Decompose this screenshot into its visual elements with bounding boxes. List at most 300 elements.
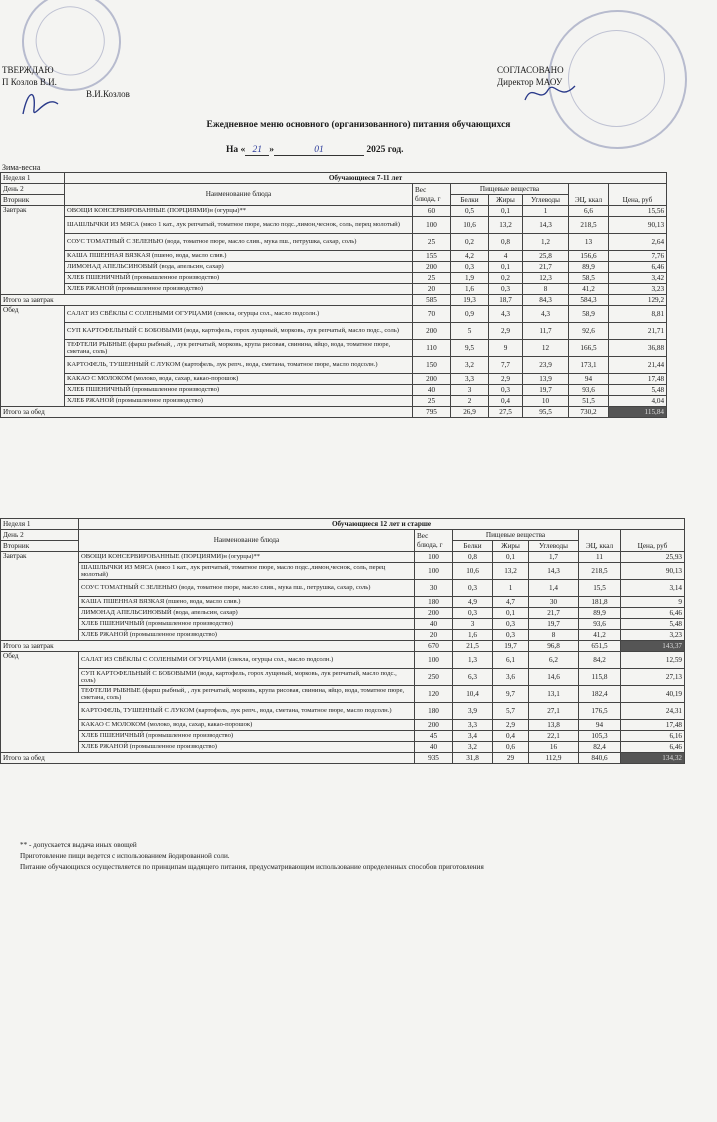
weight-value: 40 (415, 619, 453, 630)
menu-item-row (1, 608, 685, 619)
dish-name: ХЛЕБ РЖАНОЙ (промышленное производство) (79, 742, 415, 753)
menu-item-row (1, 273, 667, 284)
fats-value: 0,1 (489, 262, 523, 273)
menu-item-row (1, 357, 667, 374)
menu-item-row (1, 703, 685, 720)
proteins-value: 1,9 (451, 273, 489, 284)
menu-item-row (1, 251, 667, 262)
total-weight: 935 (415, 753, 453, 764)
fats-value: 0,2 (489, 273, 523, 284)
agreement-role: Директор МАОУ (497, 77, 563, 87)
age-group-title: Обучающиеся 12 лет и старше (79, 519, 685, 530)
energy-value: 94 (579, 720, 621, 731)
energy-value: 41,2 (579, 630, 621, 641)
total-weight: 670 (415, 641, 453, 652)
fats-value: 2,9 (489, 323, 523, 340)
price-value: 27,13 (621, 669, 685, 686)
dish-name: ХЛЕБ ПШЕНИЧНЫЙ (промышленное производство) (65, 385, 413, 396)
menu-item-row (1, 580, 685, 597)
menu-table-12-plus (0, 518, 685, 764)
dish-name: КАКАО С МОЛОКОМ (молоко, вода, сахар, какао-порошок) (79, 720, 415, 731)
weight-value: 180 (415, 703, 453, 720)
weight-value: 200 (415, 720, 453, 731)
weight-value: 200 (413, 262, 451, 273)
energy-value: 182,4 (579, 686, 621, 703)
price-value: 21,71 (609, 323, 667, 340)
carbs-value: 14,3 (523, 217, 569, 234)
dish-name: ШАШЛЫЧКИ ИЗ МЯСА (мясо 1 кат., лук репчатый, томатное пюре, масло подс.,лимон,чеснок, соль, перец молотый) (79, 563, 415, 580)
carbs-value: 13,9 (523, 374, 569, 385)
price-value: 12,59 (621, 652, 685, 669)
price-value: 3,23 (621, 630, 685, 641)
energy-value: 94 (569, 374, 609, 385)
approval-title: ТВЕРЖДАЮ (2, 65, 54, 75)
approval-name: П Козлов В.И. (2, 77, 57, 87)
energy-value: 89,9 (569, 262, 609, 273)
carbs-value: 13,1 (529, 686, 579, 703)
approval-block (2, 64, 57, 88)
fats-value: 2,9 (489, 374, 523, 385)
energy-value: 176,5 (579, 703, 621, 720)
dish-name: ЛИМОНАД АПЕЛЬСИНОВЫЙ (вода, апельсин, сахар) (65, 262, 413, 273)
energy-value: 41,2 (569, 284, 609, 295)
energy-value: 58,5 (569, 273, 609, 284)
note-gentle-diet: Питание обучающихся осуществляется по принципам щадящего питания, предусматривающим использование определенных способов приготовления (20, 863, 484, 871)
dish-name: ХЛЕБ РЖАНОЙ (промышленное производство) (65, 396, 413, 407)
menu-item-row (1, 742, 685, 753)
weight-value: 110 (413, 340, 451, 357)
fats-value: 3,6 (493, 669, 529, 686)
meal-name: Обед (1, 652, 79, 753)
energy-value: 105,3 (579, 731, 621, 742)
price-value: 8,81 (609, 306, 667, 323)
fats-value: 9 (489, 340, 523, 357)
weight-value: 200 (413, 323, 451, 340)
weight-value: 40 (413, 385, 451, 396)
price-value: 3,23 (609, 284, 667, 295)
price-header: Цена, руб (621, 530, 685, 552)
fats-value: 0,1 (493, 552, 529, 563)
weight-value: 120 (415, 686, 453, 703)
carbs-value: 12 (523, 340, 569, 357)
total-weight: 585 (413, 295, 451, 306)
fats-header: Жиры (489, 195, 523, 206)
dish-name: ТЕФТЕЛИ РЫБНЫЕ (фарш рыбный, , лук репчатый, морковь, крупа рисовая, свинина, яйцо, вода, томатное пюре, сметана, соль) (65, 340, 413, 357)
proteins-header: Белки (451, 195, 489, 206)
fats-value: 0,3 (489, 284, 523, 295)
carbs-value: 8 (529, 630, 579, 641)
carbs-value: 21,7 (523, 262, 569, 273)
weekday-label: Вторник (1, 195, 65, 206)
fats-value: 0,1 (493, 608, 529, 619)
carbs-value: 1,4 (529, 580, 579, 597)
meal-total-label: Итого за обед (1, 407, 413, 418)
price-value: 2,64 (609, 234, 667, 251)
meal-total-row (1, 641, 685, 652)
carbs-value: 23,9 (523, 357, 569, 374)
note-vegetables: ** - допускается выдача иных овощей (20, 841, 137, 849)
weight-value: 25 (413, 273, 451, 284)
price-value: 17,48 (609, 374, 667, 385)
total-proteins: 19,3 (451, 295, 489, 306)
total-fats: 19,7 (493, 641, 529, 652)
menu-item-row (1, 340, 667, 357)
menu-item-row (1, 234, 667, 251)
weight-value: 200 (415, 608, 453, 619)
document-title: Ежедневное меню основного (организованного) питания обучающихся (206, 120, 511, 130)
menu-item-row (1, 552, 685, 563)
proteins-value: 0,3 (451, 262, 489, 273)
carbs-header: Углеводы (529, 541, 579, 552)
proteins-value: 0,2 (451, 234, 489, 251)
energy-value: 218,5 (579, 563, 621, 580)
energy-value: 181,8 (579, 597, 621, 608)
price-value: 6,46 (609, 262, 667, 273)
menu-item-row (1, 597, 685, 608)
energy-value: 93,6 (579, 619, 621, 630)
price-header: Цена, руб (609, 184, 667, 206)
proteins-value: 4,2 (451, 251, 489, 262)
price-value: 3,42 (609, 273, 667, 284)
total-carbs: 112,9 (529, 753, 579, 764)
fats-value: 0,1 (489, 206, 523, 217)
fats-value: 0,3 (489, 385, 523, 396)
price-value: 6,46 (621, 608, 685, 619)
date-month: 01 (274, 145, 364, 156)
meal-total-row (1, 753, 685, 764)
proteins-value: 0,9 (451, 306, 489, 323)
carbs-value: 30 (529, 597, 579, 608)
proteins-value: 3,2 (453, 742, 493, 753)
date-day: 21 (245, 145, 269, 156)
agreement-block (497, 64, 564, 88)
dish-name-header: Наименование блюда (79, 530, 415, 552)
carbs-value: 1,2 (523, 234, 569, 251)
weight-value: 30 (415, 580, 453, 597)
fats-value: 0,6 (493, 742, 529, 753)
proteins-value: 1,3 (453, 652, 493, 669)
proteins-value: 0,8 (453, 552, 493, 563)
weight-value: 25 (413, 396, 451, 407)
fats-value: 1 (493, 580, 529, 597)
weight-header: Вес блюда, г (415, 530, 453, 552)
price-value: 6,16 (621, 731, 685, 742)
price-value: 90,13 (621, 563, 685, 580)
proteins-value: 3 (451, 385, 489, 396)
energy-value: 51,5 (569, 396, 609, 407)
signature-left (18, 84, 68, 124)
energy-value: 6,6 (569, 206, 609, 217)
dish-name: ОВОЩИ КОНСЕРВИРОВАННЫЕ (ПОРЦИЯМИ)н (огурцы)** (65, 206, 413, 217)
proteins-value: 10,4 (453, 686, 493, 703)
fats-value: 9,7 (493, 686, 529, 703)
season-label: Зима-весна (2, 163, 41, 172)
price-value: 15,56 (609, 206, 667, 217)
price-value: 5,48 (621, 619, 685, 630)
day-label: День 2 (1, 184, 65, 195)
carbs-value: 12,3 (523, 273, 569, 284)
carbs-value: 13,8 (529, 720, 579, 731)
meal-name: Обед (1, 306, 65, 407)
price-value: 17,48 (621, 720, 685, 731)
fats-value: 0,8 (489, 234, 523, 251)
fats-value: 0,3 (493, 619, 529, 630)
date-year: 2025 год. (366, 145, 404, 155)
carbs-value: 21,7 (529, 608, 579, 619)
price-value: 3,14 (621, 580, 685, 597)
table-header-row (1, 184, 667, 195)
energy-value: 82,4 (579, 742, 621, 753)
carbs-value: 11,7 (523, 323, 569, 340)
energy-value: 11 (579, 552, 621, 563)
week-label: Неделя 1 (1, 519, 79, 530)
total-carbs: 96,8 (529, 641, 579, 652)
menu-item-row (1, 731, 685, 742)
meal-name: Завтрак (1, 206, 65, 295)
weight-header: Вес блюда, г (413, 184, 451, 206)
energy-value: 58,9 (569, 306, 609, 323)
weight-value: 25 (413, 234, 451, 251)
proteins-value: 2 (451, 396, 489, 407)
weight-value: 45 (415, 731, 453, 742)
energy-value: 166,5 (569, 340, 609, 357)
energy-header: ЭЦ, ккал (569, 184, 609, 206)
weight-value: 20 (415, 630, 453, 641)
meal-total-row (1, 407, 667, 418)
total-fats: 29 (493, 753, 529, 764)
fats-value: 5,7 (493, 703, 529, 720)
dish-name: ХЛЕБ ПШЕНИЧНЫЙ (промышленное производство) (79, 619, 415, 630)
proteins-value: 9,5 (451, 340, 489, 357)
total-energy: 730,2 (569, 407, 609, 418)
total-carbs: 95,5 (523, 407, 569, 418)
menu-item-row (1, 619, 685, 630)
energy-value: 218,5 (569, 217, 609, 234)
dish-name: ХЛЕБ ПШЕНИЧНЫЙ (промышленное производство) (79, 731, 415, 742)
energy-value: 89,9 (579, 608, 621, 619)
weight-value: 100 (415, 563, 453, 580)
fats-value: 13,2 (489, 217, 523, 234)
dish-name: КАРТОФЕЛЬ, ТУШЕННЫЙ С ЛУКОМ (картофель, лук репч., вода, сметана, томатное пюре, масло подсолн.) (65, 357, 413, 374)
dish-name: СУП КАРТОФЕЛЬНЫЙ С БОБОВЫМИ (вода, картофель, горох лущеный, морковь, лук репчатый, масло подс., соль) (65, 323, 413, 340)
menu-item-row (1, 630, 685, 641)
carbs-value: 10 (523, 396, 569, 407)
menu-item-row (1, 652, 685, 669)
carbs-value: 1,7 (529, 552, 579, 563)
weight-value: 40 (415, 742, 453, 753)
menu-item-row (1, 284, 667, 295)
total-proteins: 31,8 (453, 753, 493, 764)
menu-item-row (1, 385, 667, 396)
dish-name: КАРТОФЕЛЬ, ТУШЕННЫЙ С ЛУКОМ (картофель, лук репч., вода, сметана, томатное пюре, масло подсолн.) (79, 703, 415, 720)
nutrients-header: Пищевые вещества (453, 530, 579, 541)
weight-value: 100 (415, 552, 453, 563)
proteins-value: 0,5 (451, 206, 489, 217)
table-header-row (1, 530, 685, 541)
total-price: 134,32 (621, 753, 685, 764)
menu-item-row (1, 396, 667, 407)
price-value: 36,88 (609, 340, 667, 357)
total-energy: 840,6 (579, 753, 621, 764)
carbs-value: 22,1 (529, 731, 579, 742)
proteins-value: 3,4 (453, 731, 493, 742)
table-header-row (1, 519, 685, 530)
energy-value: 156,6 (569, 251, 609, 262)
proteins-header: Белки (453, 541, 493, 552)
week-label: Неделя 1 (1, 173, 65, 184)
proteins-value: 10,6 (453, 563, 493, 580)
price-value: 21,44 (609, 357, 667, 374)
price-value: 6,46 (621, 742, 685, 753)
energy-value: 92,6 (569, 323, 609, 340)
dish-name: ЛИМОНАД АПЕЛЬСИНОВЫЙ (вода, апельсин, сахар) (79, 608, 415, 619)
energy-value: 84,2 (579, 652, 621, 669)
weight-value: 100 (413, 217, 451, 234)
menu-item-row (1, 563, 685, 580)
proteins-value: 4,9 (453, 597, 493, 608)
dish-name: ХЛЕБ ПШЕНИЧНЫЙ (промышленное производство) (65, 273, 413, 284)
carbs-value: 8 (523, 284, 569, 295)
energy-value: 115,8 (579, 669, 621, 686)
carbs-value: 14,3 (529, 563, 579, 580)
fats-value: 0,4 (493, 731, 529, 742)
price-value: 9 (621, 597, 685, 608)
notes (20, 840, 484, 873)
price-value: 25,93 (621, 552, 685, 563)
total-fats: 18,7 (489, 295, 523, 306)
proteins-value: 1,6 (453, 630, 493, 641)
note-iodized-salt: Приготовление пищи ведется с использованием йодированной соли. (20, 852, 230, 860)
energy-value: 93,6 (569, 385, 609, 396)
fats-value: 7,7 (489, 357, 523, 374)
dish-name: СОУС ТОМАТНЫЙ С ЗЕЛЕНЬЮ (вода, томатное пюре, масло слив., мука пш., петрушка, сахар, соль) (65, 234, 413, 251)
menu-item-row (1, 374, 667, 385)
proteins-value: 3 (453, 619, 493, 630)
fats-value: 13,2 (493, 563, 529, 580)
total-carbs: 84,3 (523, 295, 569, 306)
proteins-value: 3,2 (451, 357, 489, 374)
age-group-title: Обучающиеся 7-11 лет (65, 173, 667, 184)
approval-signature-name: В.И.Козлов (86, 89, 130, 99)
total-energy: 651,5 (579, 641, 621, 652)
table-header-row (1, 173, 667, 184)
price-value: 40,19 (621, 686, 685, 703)
fats-value: 6,1 (493, 652, 529, 669)
meal-total-label: Итого за обед (1, 753, 415, 764)
price-value: 7,76 (609, 251, 667, 262)
carbs-value: 27,1 (529, 703, 579, 720)
carbs-value: 19,7 (529, 619, 579, 630)
weight-value: 180 (415, 597, 453, 608)
dish-name: СОУС ТОМАТНЫЙ С ЗЕЛЕНЬЮ (вода, томатное пюре, масло слив., мука пш., петрушка, сахар, соль) (79, 580, 415, 597)
dish-name: СУП КАРТОФЕЛЬНЫЙ С БОБОВЫМИ (вода, картофель, горох лущеный, морковь, лук репчатый, масло подс., соль) (79, 669, 415, 686)
carbs-value: 19,7 (523, 385, 569, 396)
menu-item-row (1, 217, 667, 234)
weekday-label: Вторник (1, 541, 79, 552)
total-fats: 27,5 (489, 407, 523, 418)
carbs-value: 6,2 (529, 652, 579, 669)
agreement-title: СОГЛАСОВАНО (497, 65, 564, 75)
dish-name: КАША ПШЕННАЯ ВЯЗКАЯ (пшено, вода, масло слив.) (65, 251, 413, 262)
dish-name: ШАШЛЫЧКИ ИЗ МЯСА (мясо 1 кат., лук репчатый, томатное пюре, масло подс.,лимон,чеснок, соль, перец молотый) (65, 217, 413, 234)
energy-value: 173,1 (569, 357, 609, 374)
menu-item-row (1, 323, 667, 340)
weight-value: 155 (413, 251, 451, 262)
meal-total-label: Итого за завтрак (1, 295, 413, 306)
menu-item-row (1, 262, 667, 273)
weight-value: 20 (413, 284, 451, 295)
fats-value: 0,4 (489, 396, 523, 407)
fats-value: 4,7 (493, 597, 529, 608)
dish-name: ХЛЕБ РЖАНОЙ (промышленное производство) (65, 284, 413, 295)
total-price: 143,37 (621, 641, 685, 652)
energy-value: 15,5 (579, 580, 621, 597)
meal-name: Завтрак (1, 552, 79, 641)
fats-value: 0,3 (493, 630, 529, 641)
proteins-value: 6,3 (453, 669, 493, 686)
proteins-value: 3,3 (451, 374, 489, 385)
price-value: 5,48 (609, 385, 667, 396)
weight-value: 200 (413, 374, 451, 385)
carbs-value: 1 (523, 206, 569, 217)
price-value: 24,31 (621, 703, 685, 720)
dish-name: ОВОЩИ КОНСЕРВИРОВАННЫЕ (ПОРЦИЯМИ)н (огурцы)** (79, 552, 415, 563)
dish-name: ХЛЕБ РЖАНОЙ (промышленное производство) (79, 630, 415, 641)
proteins-value: 1,6 (451, 284, 489, 295)
fats-header: Жиры (493, 541, 529, 552)
menu-item-row (1, 720, 685, 731)
carbs-header: Углеводы (523, 195, 569, 206)
nutrients-header: Пищевые вещества (451, 184, 569, 195)
total-price: 129,2 (609, 295, 667, 306)
day-label: День 2 (1, 530, 79, 541)
weight-value: 100 (415, 652, 453, 669)
meal-total-row (1, 295, 667, 306)
meal-total-label: Итого за завтрак (1, 641, 415, 652)
energy-header: ЭЦ, ккал (579, 530, 621, 552)
carbs-value: 4,3 (523, 306, 569, 323)
energy-value: 13 (569, 234, 609, 251)
weight-value: 70 (413, 306, 451, 323)
fats-value: 4 (489, 251, 523, 262)
dish-name: ТЕФТЕЛИ РЫБНЫЕ (фарш рыбный, , лук репчатый, морковь, крупа рисовая, свинина, яйцо, вода, томатное пюре, сметана, соль) (79, 686, 415, 703)
menu-table-7-11 (0, 172, 667, 418)
proteins-value: 5 (451, 323, 489, 340)
proteins-value: 0,3 (453, 608, 493, 619)
total-proteins: 21,5 (453, 641, 493, 652)
weight-value: 60 (413, 206, 451, 217)
carbs-value: 25,8 (523, 251, 569, 262)
fats-value: 4,3 (489, 306, 523, 323)
weight-value: 150 (413, 357, 451, 374)
date-line: На « 21 » 01 2025 год. (226, 145, 404, 155)
carbs-value: 14,6 (529, 669, 579, 686)
proteins-value: 0,3 (453, 580, 493, 597)
proteins-value: 3,9 (453, 703, 493, 720)
dish-name: САЛАТ ИЗ СВЁКЛЫ С СОЛЕНЫМИ ОГУРЦАМИ (свекла, огурцы сол., масло подсолн.) (79, 652, 415, 669)
menu-item-row (1, 306, 667, 323)
menu-item-row (1, 669, 685, 686)
total-price: 115,84 (609, 407, 667, 418)
menu-item-row (1, 686, 685, 703)
carbs-value: 16 (529, 742, 579, 753)
proteins-value: 3,3 (453, 720, 493, 731)
dish-name: КАША ПШЕННАЯ ВЯЗКАЯ (пшено, вода, масло слив.) (79, 597, 415, 608)
total-proteins: 26,9 (451, 407, 489, 418)
total-energy: 584,3 (569, 295, 609, 306)
fats-value: 2,9 (493, 720, 529, 731)
price-value: 90,13 (609, 217, 667, 234)
